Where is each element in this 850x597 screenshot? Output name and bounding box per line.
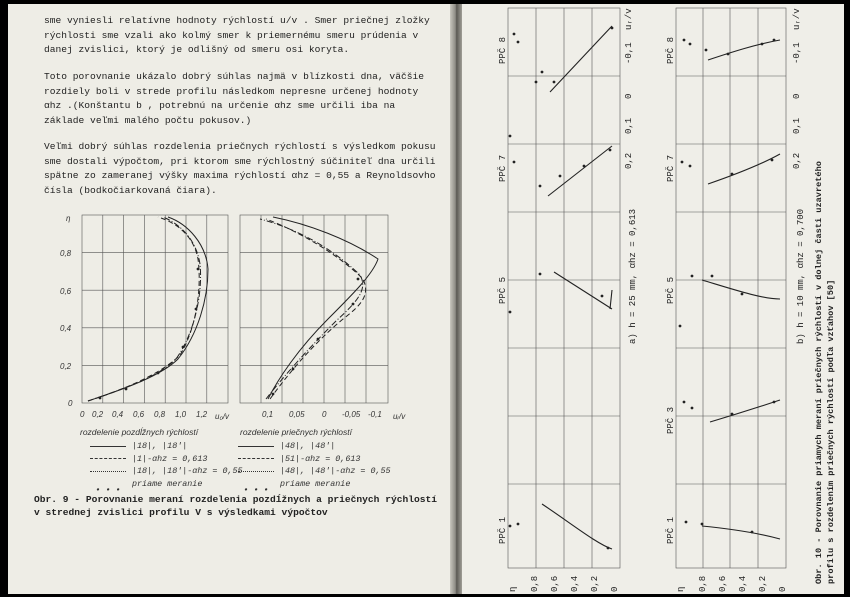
eta-tick: η [676, 586, 686, 592]
ur-v-label-b: uᵣ/v [792, 8, 802, 30]
profile-label-a-7: PPČ 7 [498, 154, 508, 182]
paragraph-3: Veľmi dobrý súhlas rozdelenia priečnych rýchlostí s výsledkom pokusu sme dostali výpočtom, pri ktorom sme rýchlostný súčiniteľ dna určili spätne zo zameranej výšky maxima rýchlostí αhz = 0,55 a Reynoldsovho čísla (bodkočiarkovaná čiara). [44, 141, 436, 196]
curve-51-alpha [266, 219, 366, 399]
axis-tick: 0 [792, 93, 802, 99]
left-page [8, 4, 450, 594]
x-tick: -0,1 [368, 410, 382, 419]
profile-label-a-5: PPČ 5 [498, 276, 508, 304]
legend-left-2: |1|-αhz = 0,613 [132, 453, 208, 464]
profile-label-b-8: PPČ 8 [666, 36, 676, 64]
curve-48-alpha [260, 219, 363, 399]
x-tick: 0 [80, 410, 85, 419]
figure-10-points-a [509, 27, 614, 550]
ur-v-label-a: uᵣ/v [624, 8, 634, 30]
profile-label-a-1: PPČ 1 [498, 516, 508, 544]
axis-tick: -0,1 [792, 42, 802, 64]
profile-label-b-3: PPČ 3 [666, 406, 676, 434]
eta-tick: 0,4 [570, 575, 580, 592]
x-tick: 1,2 [196, 410, 208, 419]
subtitle-left: rozdelenie pozdĺžnych rýchlostí [80, 427, 199, 437]
x-tick: 0,1 [262, 410, 274, 419]
axis-tick: 0,2 [624, 152, 634, 169]
y-tick: 0 [68, 399, 73, 408]
legend-left-4: priame meranie [132, 478, 203, 489]
eta-tick: 0,6 [718, 575, 728, 592]
x-tick: 0,2 [92, 410, 104, 419]
x-tick: 0,6 [133, 410, 145, 419]
curve-1-alpha [88, 217, 199, 401]
figure-9-points-right [272, 278, 360, 396]
figure-10-grid-b [676, 8, 786, 568]
axis-tick: -0,1 [624, 42, 634, 64]
profile-label-b-1: PPČ 1 [666, 516, 676, 544]
x-axis-label: u₀/v [215, 412, 230, 421]
legend-right-4: priame meranie [280, 478, 351, 489]
legend-left-3: |18|, |18'|-αhz = 0,55 [132, 466, 243, 476]
figure-10-curves-a [542, 26, 612, 549]
figure-9-grid-right [240, 215, 388, 403]
figure-9-caption: Obr. 9 - Porovnanie meraní rozdelenia pozdĺžnych a priečnych rýchlostí v strednej zvislici profilu V s výsledkami výpočtov [34, 494, 438, 518]
legend-right-1: |48|, |48'| [280, 441, 336, 451]
x-axis-label: uᵣ/v [393, 412, 406, 421]
paragraph-2: Toto porovnanie ukázalo dobrý súhlas najmä v blízkosti dna, väčšie rozdiely boli v strede profilu následkom nepresne určenej hodnoty αhz .(Konštantu b , potrebnú na určenie αhz sme určili iba na základe veľmi malého počtu pokusov.) [44, 71, 424, 126]
figure-10-curves-b [702, 40, 780, 539]
panel-a-label: a) h = 25 mm, αhz = 0,613 [628, 208, 638, 344]
figure-9-curves-right [260, 217, 378, 399]
x-tick: 0,4 [112, 410, 124, 419]
profile-label-b-5: PPČ 5 [666, 276, 676, 304]
eta-tick: 0,8 [698, 575, 708, 592]
x-tick: 0,8 [154, 410, 166, 419]
x-tick: 0,05 [289, 410, 305, 419]
y-tick: 0,6 [60, 287, 72, 296]
subtitle-right: rozdelenie priečnych rýchlostí [240, 427, 352, 437]
y-tick: 0,4 [60, 324, 72, 333]
figure-10-grid-a [508, 8, 620, 568]
y-tick: 0,8 [60, 249, 72, 258]
legend-right-2: |51|-αhz = 0,613 [280, 453, 361, 464]
y-tick: 0,2 [60, 362, 72, 371]
eta-tick: 0,2 [758, 575, 768, 592]
right-page [462, 4, 844, 594]
figure-9-curves-left [88, 217, 208, 401]
panel-b-label: b) h = 10 mm, αhz = 0,700 [796, 208, 806, 344]
eta-tick: 0,2 [590, 575, 600, 592]
eta-tick: 0,6 [550, 575, 560, 592]
x-tick: -0,05 [342, 410, 361, 419]
curve-48-measured [268, 217, 378, 399]
legend-left-1: |18|, |18'| [132, 441, 188, 451]
figure-10-points-b [679, 39, 776, 534]
eta-tick: η [508, 586, 518, 592]
axis-tick: 0,1 [792, 117, 802, 134]
paragraph-1: sme vyniesli relatívne hodnoty rýchlostí u/v . Smer priečnej zložky rýchlosti sme vzali ako kolmý smer k priemernému smeru prúdenia v danej zvislici, ktorý je odlišný od smeru osi koryta. [44, 15, 430, 56]
legend-right-3: |48|, |48'|-αhz = 0,55 [280, 466, 391, 476]
profile-label-a-8: PPČ 8 [498, 36, 508, 64]
axis-tick: 0,1 [624, 117, 634, 134]
figure-10-caption-line1: Obr. 10 - Porovnanie priamych meraní priečnych rýchlostí v dolnej časti uzavretého [814, 161, 824, 584]
axis-tick: 0 [624, 93, 634, 99]
axis-tick: 0,2 [792, 152, 802, 169]
legend-left: |18|, |18'| |1|-αhz = 0,613 |18|, |18'|-αhz = 0,55 • • • priame meranie [90, 440, 243, 490]
x-tick: 0 [322, 410, 327, 419]
figure-10-caption-line2: profilu s rozdelením priečnych rýchlostí podľa vzťahov [50] [826, 279, 836, 584]
figure-9-points-left [99, 268, 200, 400]
x-tick: 1,0 [175, 410, 187, 419]
eta-label: η [66, 214, 71, 223]
profile-label-b-7: PPČ 7 [666, 154, 676, 182]
eta-tick: 0 [778, 586, 788, 592]
eta-tick: 0,8 [530, 575, 540, 592]
eta-tick: 0 [610, 586, 620, 592]
curve-18-measured [88, 217, 208, 401]
eta-tick: 0,4 [738, 575, 748, 592]
legend-right: |48|, |48'| |51|-αhz = 0,613 |48|, |48'|-αhz = 0,55 • • • priame meranie [238, 440, 391, 490]
book-gutter [450, 4, 462, 594]
figure-10 [462, 4, 844, 594]
